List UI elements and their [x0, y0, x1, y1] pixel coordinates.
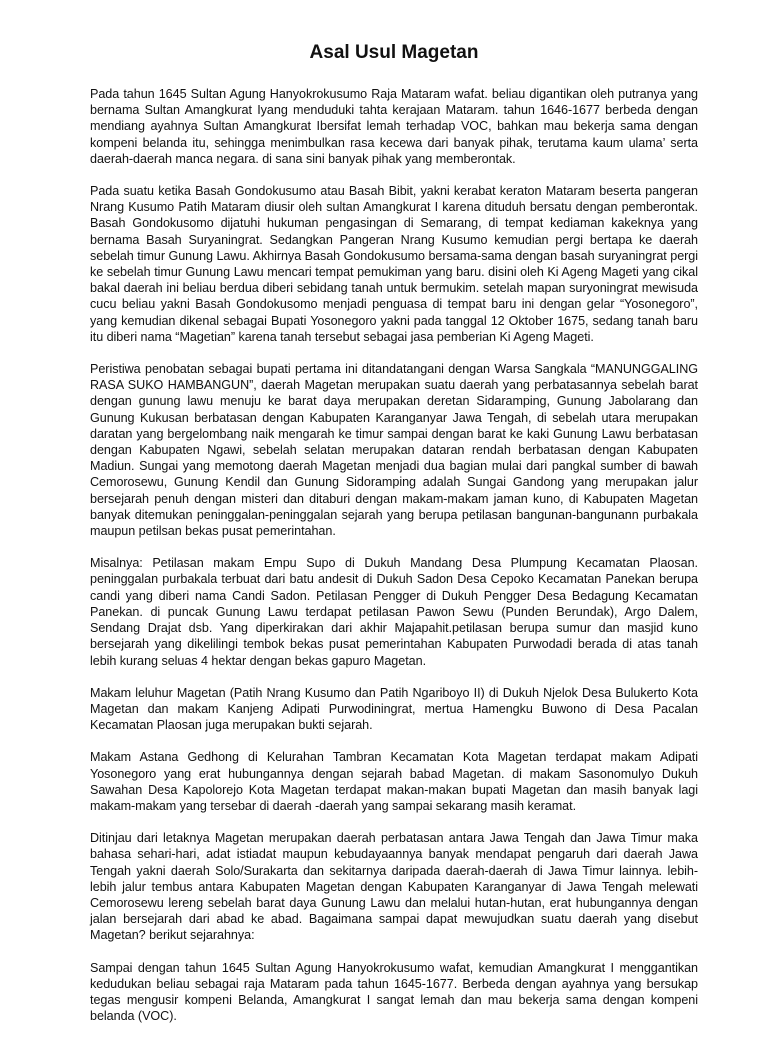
paragraph-6: Makam Astana Gedhong di Kelurahan Tambran Kecamatan Kota Magetan terdapat makam Adipati Yosonegoro yang erat hubungannya dengan sejarah babad Magetan. di makam Sasonomulyo Dukuh Sawahan Desa Kapolorejo Kota Magetan terdapat makan-makan bupati Magetan dan masih banyak lagi makam-makam yang tersebar di daerah -daerah yang sampai sekarang masih keramat. [90, 750, 698, 813]
document-page [90, 42, 698, 1040]
paragraph-1: Pada tahun 1645 Sultan Agung Hanyokrokusumo Raja Mataram wafat. beliau digantikan oleh putranya yang bernama Sultan Amangkurat Iyang menduduki tahta kerajaan Mataram. tahun 1646-1677 berbeda dengan mendiang ayahnya Sultan Amangkurat Ibersifat lemah terhadap VOC, bahkan mau bekerja sama dengan kompeni belanda itu, sehingga menimbulkan rasa kecewa dari banyak pihak, terutama kaum ulama’ serta daerah-daerah manca negara. di sana sini banyak pihak yang memberontak. [90, 87, 698, 166]
paragraph-3: Peristiwa penobatan sebagai bupati pertama ini ditandatangani dengan Warsa Sangkala “MANUNGGALING RASA SUKO HAMBANGUN”, daerah Magetan merupakan suatu daerah yang perbatasannya sebelah barat dengan gunung lawu menuju ke barat daya merupakan deretan Sidaramping, Gunung Jabolarang dan Gunung Kukusan berbatasan dengan Kabupaten Karanganyar Jawa Tengah, di sebelah utara merupakan daratan yang bergelombang naik mengarah ke timur sampai dengan barat ke kaki Gunung Lawu berbatasan dengan Kabupaten Ngawi, sebelah selatan merupakan dataran rendah berbatasan dengan Kabupaten Madiun. Sungai yang memotong daerah Magetan menjadi dua bagian mulai dari pangkal sumber di bawah Cemorosewu, Gunung Kendil dan Gunung Sidoramping adalah Sungai Gandong yang merupakan jalur bersejarah penuh dengan misteri dan ditaburi dengan makam-makam jaman kuno, di Kabupaten Magetan banyak ditemukan peninggalan-peninggalan sejarah yang berupa petilasan bangunan-bangunann purbakala maupun petilsan bekas pusat pemerintahan. [90, 362, 698, 539]
paragraph-4: Misalnya: Petilasan makam Empu Supo di Dukuh Mandang Desa Plumpung Kecamatan Plaosan. peninggalan purbakala terbuat dari batu andesit di Dukuh Sadon Desa Cepoko Kecamatan Panekan berupa candi yang diberi nama Candi Sadon. Petilasan Pengger di Dukuh Pengger Desa Bedagung Kecamatan Panekan. di puncak Gunung Lawu terdapat petilasan Pawon Sewu (Punden Berundak), Argo Dalem, Sendang Drajat dsb. Yang diperkirakan dari akhir Majapahit.petilasan berupa sumur dan masjid kuno bersejarah yang dikelilingi tembok bekas pusat pemerintahan Kabupaten Purwodadi berada di atas tanah lebih kurang seluas 4 hektar dengan bekas gapuro Magetan. [90, 556, 698, 668]
paragraph-8: Sampai dengan tahun 1645 Sultan Agung Hanyokrokusumo wafat, kemudian Amangkurat I menggantikan kedudukan beliau sebagai raja Mataram pada tahun 1645-1677. Berbeda dengan ayahnya yang bersukap tegas mengusir kompeni Belanda, Amangkurat I sangat lemah dan mau bekerja sama dengan kompeni belanda (VOC). [90, 960, 698, 1024]
paragraph-2: Pada suatu ketika Basah Gondokusumo atau Basah Bibit, yakni kerabat keraton Mataram beserta pangeran Nrang Kusumo Patih Mataram diusir oleh sultan Amangkurat I karena dituduh bersatu dengan pemberontak. Basah Gondokusomo dijatuhi hukuman pengasingan di Semarang, di tempat kediaman kakeknya yang bernama Basah Suryaningrat. Sedangkan Pangeran Nrang Kusumo kemudian pergi bertapa ke daerah sebelah timur Gunung Lawu. Akhirnya Basah Gondokusumo bersama-sama dengan basah suryaningrat pergi ke sebelah timur Gunung Lawu mencari tempat pemukiman yang baru. disini oleh Ki Ageng Mageti yang cikal bakal daerah ini beliau berdua diberi sebidang tanah untuk bermukim. setelah mapan suryoningrat mewisuda cucu beliau yakni Basah Gondokusomo menjadi penguasa di tempat baru ini dengan gelar “Yosonegoro”, yang kemudian dikenal sebagai Bupati Yosonegoro yakni pada tanggal 12 Oktober 1675, sedang tanah baru itu diberi nama “Magetian” karena tanah tersebut sebagai jasa pemberian Ki Ageng Mageti. [90, 184, 698, 344]
paragraph-7: Ditinjau dari letaknya Magetan merupakan daerah perbatasan antara Jawa Tengah dan Jawa Timur maka bahasa sehari-hari, adat istiadat maupun kebudayaannya banyak mendapat pengaruh dari daerah Jawa Tengah yakni daerah Solo/Surakarta dan sekitarnya daripada daerah-daerah di Jawa Timur lainnya. lebih-lebih jalur tembus antara Kabupaten Magetan dengan Kabupaten Karanganyar di Jawa Tengah melewati Cemorosewu lereng sebelah barat daya Gunung Lawu dan melalui hutan-hutan, erat hubungannya dengan jalan bersejarah dari abad ke abad. Bagaimana sampai dapat mewujudkan suatu daerah yang disebut Magetan? berikut sejarahnya: [90, 831, 698, 943]
document-title: Asal Usul Magetan [309, 42, 479, 63]
paragraph-5: Makam leluhur Magetan (Patih Nrang Kusumo dan Patih Ngariboyo II) di Dukuh Njelok Desa Bulukerto Kota Magetan dan makam Kanjeng Adipati Purwodiningrat, mertua Hamengku Buwono di Desa Pacalan Kecamatan Plaosan juga merupakan bukti sejarah. [90, 685, 698, 733]
